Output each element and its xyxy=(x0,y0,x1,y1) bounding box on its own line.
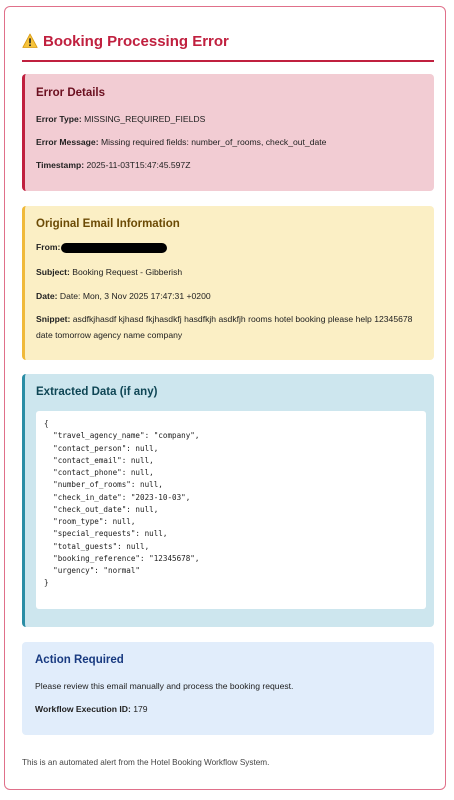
workflow-row xyxy=(35,704,148,714)
extracted-data-title: Extracted Data (if any) xyxy=(36,386,158,398)
page-header xyxy=(22,30,434,62)
error-type-value: MISSING_REQUIRED_FIELDS xyxy=(84,114,206,124)
timestamp-value: 2025-11-03T15:47:45.597Z xyxy=(86,160,191,170)
warning-icon xyxy=(22,33,38,49)
date-value: Date: Mon, 3 Nov 2025 17:47:31 +0200 xyxy=(59,291,211,301)
error-message-value: Missing required fields: number_of_rooms, check_out_date xyxy=(100,137,327,147)
error-message-label: Error Message: xyxy=(36,137,99,147)
subject-label: Subject: xyxy=(36,267,70,277)
timestamp-row xyxy=(36,160,190,170)
error-details-panel xyxy=(22,74,434,191)
snippet-row xyxy=(36,311,431,343)
timestamp-label: Timestamp: xyxy=(36,160,85,170)
email-info-title: Original Email Information xyxy=(36,218,180,230)
snippet-label: Snippet: xyxy=(36,314,71,324)
workflow-label: Workflow Execution ID: xyxy=(35,704,131,714)
subject-row xyxy=(36,267,182,277)
extracted-json-block: { "travel_agency_name": "company", "contact_person": null, "contact_email": null, "contact_phone": null, "number_of_rooms": null, "check_in_date": "2023-10-03", "check_out_date": null, "room_type": null, "special_requests": null, "total_guests": null, "booking_reference": "12345678", "urgency": "normal" } xyxy=(36,411,426,609)
error-details-title: Error Details xyxy=(36,87,106,99)
email-info-panel xyxy=(22,206,434,360)
extracted-data-panel xyxy=(22,374,434,627)
error-type-row xyxy=(36,114,205,124)
snippet-value: asdfkjhasdf kjhasd fkjhasdkfj hasdfkjh asdkfjh rooms hotel booking please help 12345678 date tomorrow agency name company xyxy=(36,314,413,340)
date-row xyxy=(36,291,211,301)
footer-note: This is an automated alert from the Hotel Booking Workflow System. xyxy=(22,758,270,767)
action-required-panel xyxy=(22,642,434,735)
action-required-title: Action Required xyxy=(35,654,124,666)
from-row xyxy=(36,242,167,253)
workflow-value: 179 xyxy=(133,704,148,714)
date-label: Date: xyxy=(36,291,58,301)
from-label: From: xyxy=(36,242,61,252)
page-title: Booking Processing Error xyxy=(43,33,229,50)
error-type-label: Error Type: xyxy=(36,114,82,124)
action-text: Please review this email manually and process the booking request. xyxy=(35,681,294,691)
subject-value: Booking Request - Gibberish xyxy=(72,267,183,277)
redacted-sender xyxy=(61,243,167,253)
error-message-row xyxy=(36,137,326,147)
